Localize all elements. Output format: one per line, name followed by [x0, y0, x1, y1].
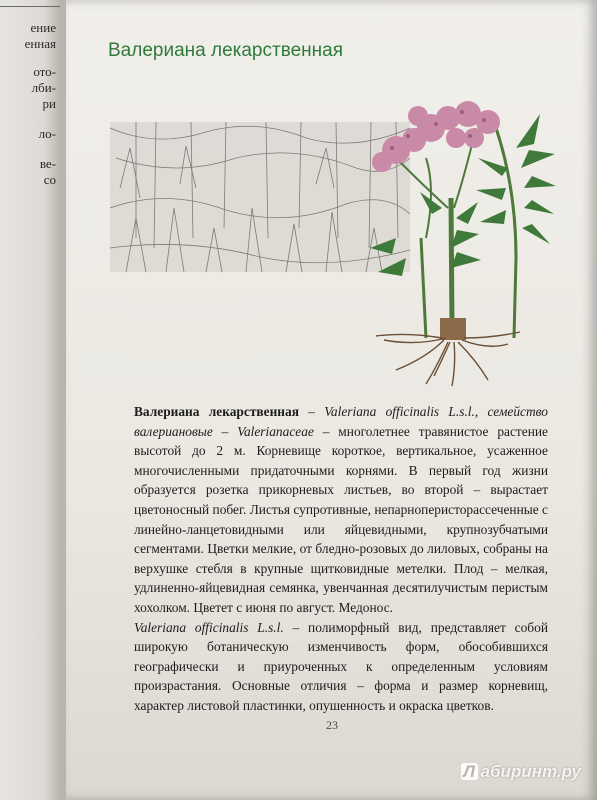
text-run: – многолетнее травянистое растение высотой до 2 м. Корневище короткое, вертикальное, усаженное многочисленными придаточными корнями. В первый год жизни образуется розетка прикорневых листьев, во второй – вырастает цветоносный побег. Листья супротивные, непарноперисторассеченные с линейно-ланцетовидными или яйцевидными, крупнозубчатыми сегментами. Цветки мелкие, от бледно-розовых до лиловых, собраны на верхушке стебля в крупные щитковидные метелки. Плод – мелкая, удлиненно-яйцевидная семянка, увенчанная десятилучистым перистым хохолком. Цветет с июня по август. Медонос. — [134, 423, 548, 615]
latin-name: Valeriana officinalis L.s.l., семейство валериановые – Valerianaceae — [134, 404, 548, 439]
term-name: Валериана лекарственная — [134, 404, 299, 419]
previous-page-edge — [0, 0, 62, 800]
book-page — [66, 0, 597, 800]
article-body — [112, 402, 548, 716]
left-page-fragment: ри — [42, 96, 56, 111]
watermark-text: абиринт.ру — [480, 762, 581, 781]
left-page-fragment: ве- — [39, 156, 56, 171]
paragraph — [112, 402, 548, 618]
left-page-fragment: ение — [30, 20, 56, 35]
left-page-fragment: лби- — [31, 80, 56, 95]
text-run: – — [298, 404, 325, 419]
left-page-fragment: ло- — [38, 126, 56, 141]
left-page-fragment: ото- — [33, 64, 56, 79]
paragraph — [112, 618, 548, 716]
divider — [0, 6, 60, 7]
left-page-fragment: со — [43, 172, 56, 187]
latin-name: Valeriana officinalis L.s.l. — [134, 619, 284, 635]
page-title: Валериана лекарственная — [108, 40, 343, 61]
labirint-watermark — [461, 762, 581, 782]
watermark-logo-icon: Л — [461, 763, 478, 780]
text-run: – полиморфный вид, представляет собой широкую ботаническую изменчивость форм, обособившихся географически и приуроченных к определенным условиям произрастания. Основные отличия – форма и размер корневищ, характер листовой пластинки, опушенность и окраска цветков. — [134, 619, 548, 713]
valerian-plant-illustration-icon — [96, 88, 556, 393]
left-page-fragment: енная — [24, 36, 56, 51]
page-number: 23 — [326, 718, 338, 732]
